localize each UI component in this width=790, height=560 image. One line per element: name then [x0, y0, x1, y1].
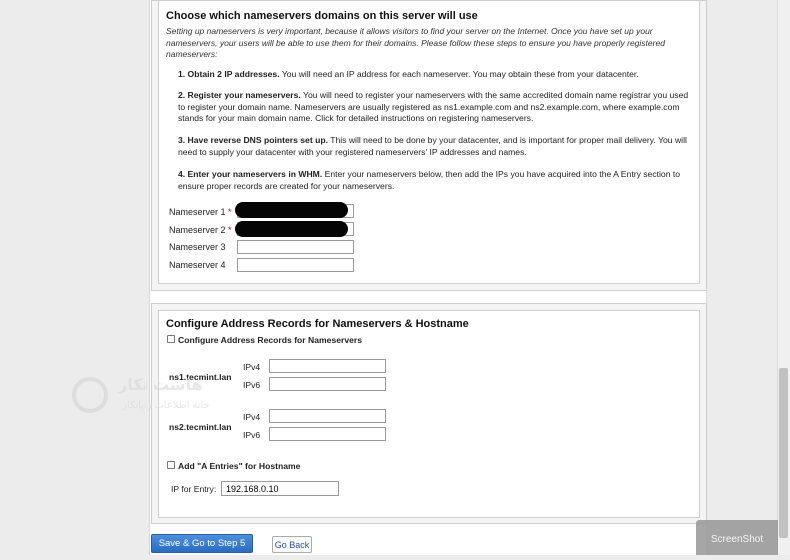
nameserver-4-label-text: Nameserver 4 — [169, 260, 226, 270]
ns2-ipv4-label: IPv4 — [243, 412, 261, 422]
step-2 — [178, 90, 693, 125]
nameserver-4-label — [169, 260, 226, 270]
nameserver-1-label-text: Nameserver 1 — [169, 207, 226, 217]
address-records-title: Configure Address Records for Nameservers & Hostname — [166, 318, 469, 330]
screenshot-watermark-tag: ScreenShot — [696, 520, 778, 555]
nameserver-3-input[interactable] — [237, 240, 354, 254]
nameservers-panel-inner — [158, 1, 700, 284]
step-3-heading: 3. Have reverse DNS pointers set up. — [178, 135, 328, 145]
configure-address-records-checkbox[interactable] — [167, 335, 175, 343]
nameserver-3-label-text: Nameserver 3 — [169, 242, 226, 252]
left-margin — [0, 0, 150, 555]
watermark-subtext: ﺧﺎﻧﻪ ﺍﻃﻼﻋﺎﺕ ﺭﺍﯾﺎﻧﮑﺎﺭ — [122, 400, 210, 411]
hostname-a-entries-checkbox[interactable] — [167, 461, 175, 469]
step-4-heading: 4. Enter your nameservers in WHM. — [178, 169, 323, 179]
address-records-panel-inner — [158, 310, 700, 518]
watermark-logo-icon — [72, 377, 108, 413]
ns1-ipv4-input[interactable] — [269, 359, 386, 373]
step-1-heading: 1. Obtain 2 IP addresses. — [178, 69, 280, 79]
ns2-ipv6-input[interactable] — [269, 427, 386, 441]
main-content — [149, 0, 707, 555]
step-2-heading: 2. Register your nameservers. — [178, 90, 301, 100]
step-1-text: You will need an IP address for each nameserver. You may obtain these from your datacenter. — [279, 69, 639, 79]
ns2-hostname: ns2.tecmint.lan — [169, 422, 232, 432]
nameservers-panel — [151, 0, 707, 291]
step-1 — [178, 69, 693, 81]
ns1-hostname: ns1.tecmint.lan — [169, 372, 232, 382]
save-and-continue-button[interactable]: Save & Go to Step 5 — [151, 534, 253, 553]
step-3 — [178, 135, 693, 158]
nameservers-intro: Setting up nameservers is very important, because it allows visitors to find your server on the Internet. Once you have set up your nameservers, your users will be able to use them for their domains. Please follow these steps to ensure you have properly registered nameservers: — [166, 26, 665, 59]
step-3-text: This will need to be done by your datacenter, and is important for proper mail delivery. You will need to supply your datacenter with your registered nameservers' IP addresses and names. — [178, 135, 687, 157]
ns1-ipv6-label: IPv6 — [243, 380, 261, 390]
ns1-ipv4-label: IPv4 — [243, 362, 261, 372]
nameserver-1-label — [169, 207, 232, 217]
required-marker-1: * — [228, 207, 232, 217]
step-4-text: Enter your nameservers below, then add the IPs you have acquired into the A Entry section to ensure proper records are created for your nameservers. — [178, 169, 681, 191]
ip-entry-label: IP for Entry: — [171, 484, 217, 494]
required-marker-2: * — [228, 225, 232, 235]
nameserver-3-label — [169, 242, 226, 252]
scrollbar-thumb[interactable] — [779, 368, 788, 538]
nameserver-2-label-text: Nameserver 2 — [169, 225, 226, 235]
hostname-a-entries-label: Add "A Entries" for Hostname — [178, 461, 301, 471]
nameservers-title: Choose which nameservers domains on this server will use — [166, 10, 478, 22]
ns2-ipv6-label: IPv6 — [243, 430, 261, 440]
nameserver-2-label — [169, 225, 232, 235]
nameserver-4-input[interactable] — [237, 258, 354, 272]
step-4 — [178, 169, 693, 192]
watermark-text: ﻫﺎﺳﺖ ﻧﮑﺎﺭ — [118, 377, 203, 394]
address-records-panel — [151, 303, 707, 524]
configure-address-records-label: Configure Address Records for Nameservers — [178, 335, 363, 345]
nameserver-2-redaction — [235, 221, 348, 237]
ip-entry-input[interactable] — [221, 481, 339, 496]
go-back-button[interactable]: Go Back — [272, 536, 312, 553]
ns1-ipv6-input[interactable] — [269, 377, 386, 391]
ns2-ipv4-input[interactable] — [269, 409, 386, 423]
step-2-text: You will need to register your nameservers with the same accredited domain name registrar you used to register your domain name. Nameservers are usually registered as ns1.example.com and ns2.example.com, where example.com stands for your main domain name. Click for detailed instructions on registering nameservers. — [178, 90, 689, 123]
right-margin — [708, 0, 778, 555]
nameserver-1-redaction — [235, 202, 348, 218]
